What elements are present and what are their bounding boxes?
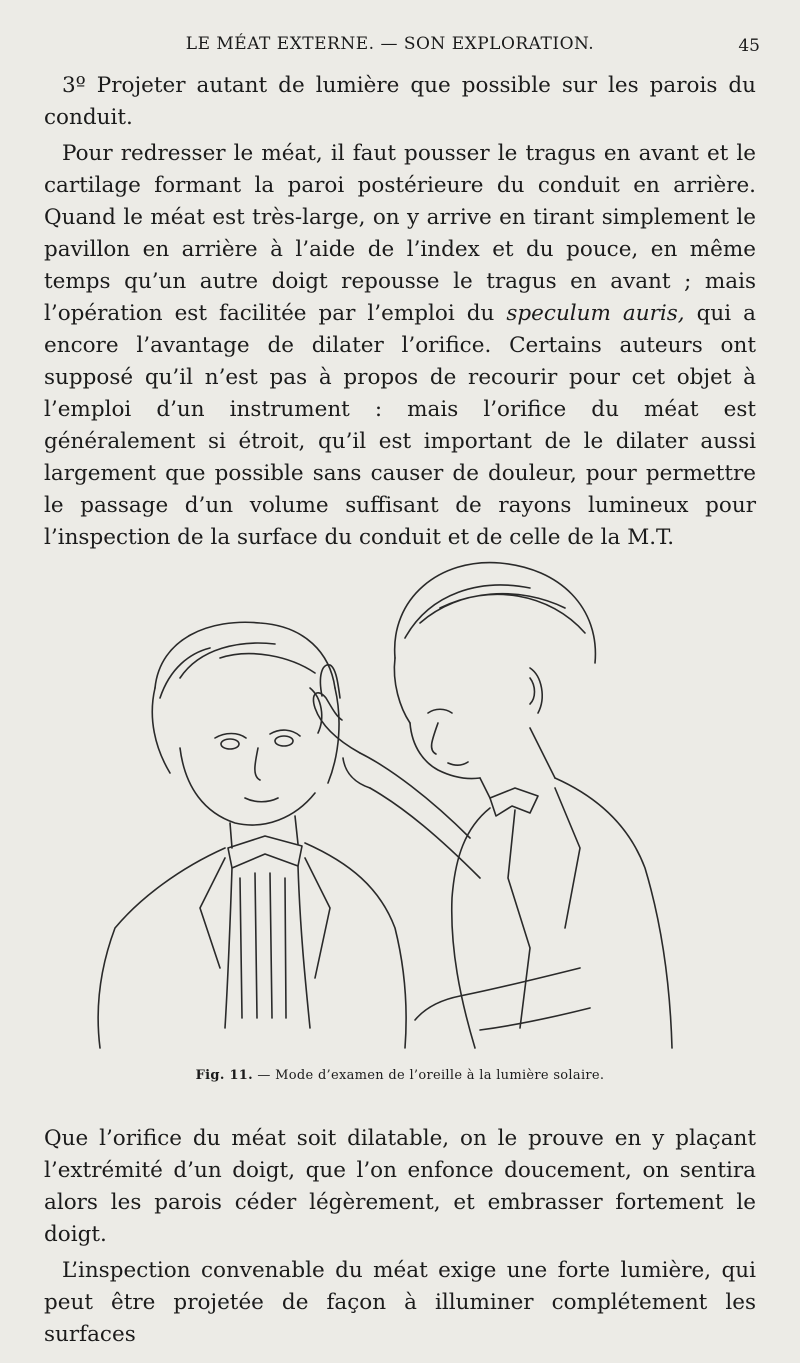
page-number: 45	[738, 36, 760, 56]
running-title: LE MÉAT EXTERNE. — SON EXPLORATION.	[185, 34, 595, 54]
paragraph-inspection-light: L’inspection convenable du méat exige une forte lumière, qui peut être projetée de façon à illuminer complétement les surfaces	[44, 1258, 756, 1347]
paragraph-redress-text: Pour redresser le méat, il faut pousser le tragus en avant et le cartilage formant la paroi postérieure du conduit en arrière. Quand le méat est très-large, on y arrive en tirant simplement le pavillon en arrière à l’aide de l’index et du pouce, en même temps qu’un autre doigt repousse le tragus en avant ; mais l’opération est facilitée par l’emploi du	[44, 141, 756, 326]
paragraph-redress-meatus	[44, 138, 756, 554]
figure-caption-text: — Mode d’examen de l’oreille à la lumière solaire.	[257, 1068, 605, 1083]
paragraph-redress-continued: qui a encore l’avantage de dilater l’orifice. Certains auteurs ont supposé qu’il n’est pas à propos de recourir pour cet objet à l’emploi d’un instrument : mais l’orifice du méat est généralement si étroit, qu’il est important de le dilater aussi largement que possible sans causer de douleur, pour permettre le passage d’un volume suffisant de rayons lumineux pour l’inspection de la surface du conduit et de celle de la M.T.	[44, 301, 756, 550]
running-head	[0, 34, 800, 60]
paragraph-item-3: 3º Projeter autant de lumière que possible sur les parois du conduit.	[44, 73, 756, 130]
ear-examination-illustration	[60, 548, 740, 1058]
paragraph-dilatable: Que l’orifice du méat soit dilatable, on le prouve en y plaçant l’extrémité d’un doigt, que l’on enfonce doucement, on sentira alors les parois céder légèrement, et embrasser fortement le doigt.	[44, 1126, 756, 1247]
body-text-bottom	[44, 1123, 756, 1351]
figure-label: Fig. 11.	[195, 1068, 253, 1083]
figure-caption	[0, 1068, 800, 1083]
speculum-term: speculum auris,	[506, 301, 685, 326]
figure-ear-examination	[60, 548, 740, 1058]
body-text-top	[44, 70, 756, 554]
